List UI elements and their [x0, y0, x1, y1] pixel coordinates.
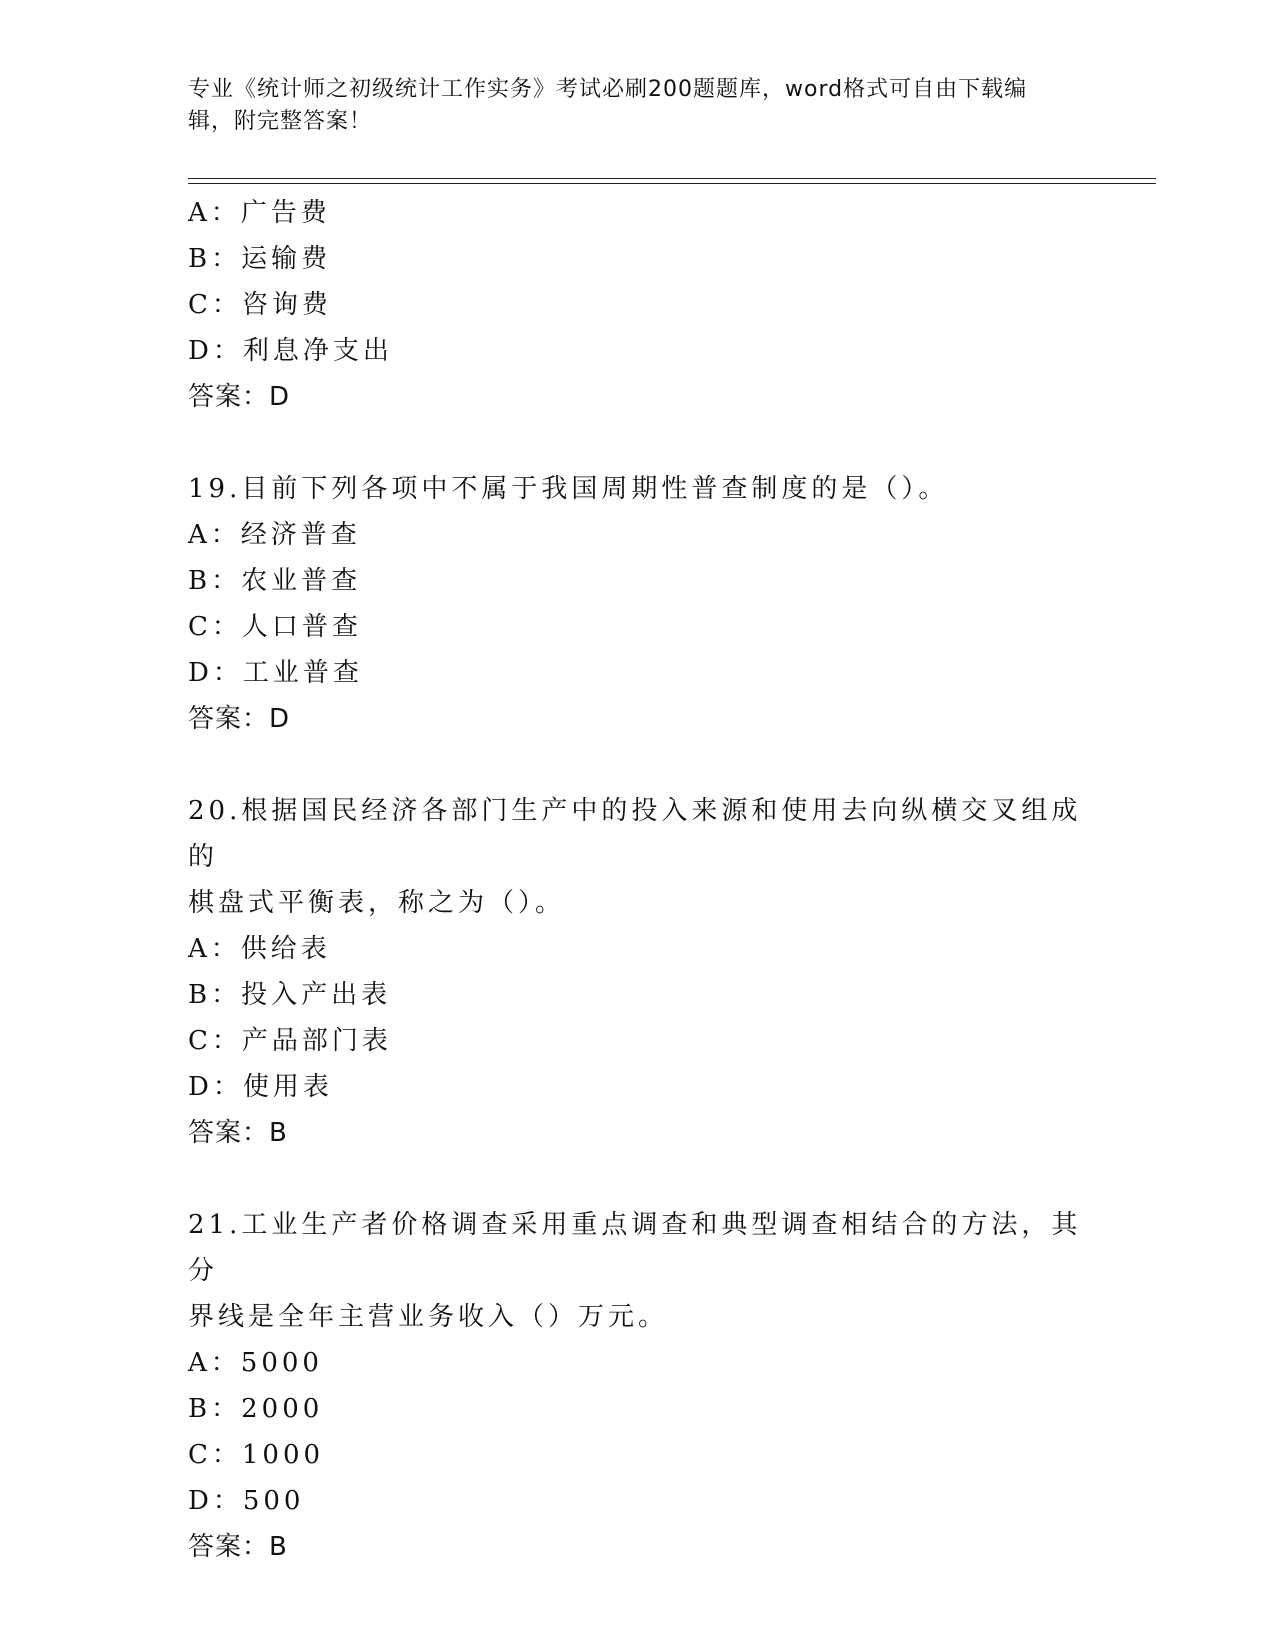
- option-d: D：使用表: [188, 1072, 333, 1102]
- question-stem: 19.目前下列各项中不属于我国周期性普查制度的是（）。: [188, 474, 949, 504]
- option-a: A：经济普查: [188, 520, 361, 550]
- spacer: [188, 420, 1108, 466]
- answer: 答案：B: [188, 1532, 288, 1562]
- option-d: D：利息净支出: [188, 336, 393, 366]
- option-b: B：2000: [188, 1394, 324, 1424]
- option-b: B：投入产出表: [188, 980, 392, 1010]
- question-block-18: [188, 190, 1108, 420]
- option-c: C：咨询费: [188, 290, 332, 320]
- question-block-20: [188, 788, 1108, 1156]
- option-a: A：广告费: [188, 198, 331, 228]
- question-stem-line-1: 21.工业生产者价格调查采用重点调查和典型调查相结合的方法，其分: [188, 1210, 1082, 1286]
- header-divider-top: [188, 178, 1156, 179]
- option-c: C：人口普查: [188, 612, 362, 642]
- header-divider-bottom: [188, 183, 1156, 184]
- question-block-19: [188, 466, 1108, 742]
- option-d: D：500: [188, 1486, 305, 1516]
- spacer: [188, 1156, 1108, 1202]
- question-list: [188, 190, 1108, 1570]
- option-c: C：产品部门表: [188, 1026, 392, 1056]
- option-b: B：运输费: [188, 244, 332, 274]
- answer: 答案：D: [188, 704, 291, 734]
- option-d: D：工业普查: [188, 658, 363, 688]
- option-a: A：供给表: [188, 934, 331, 964]
- option-c: C：1000: [188, 1440, 325, 1470]
- question-stem-line-2: 界线是全年主营业务收入（）万元。: [188, 1302, 669, 1332]
- answer: 答案：D: [188, 382, 291, 412]
- question-stem-line-1: 20.根据国民经济各部门生产中的投入来源和使用去向纵横交叉组成的: [188, 796, 1082, 872]
- question-stem-line-2: 棋盘式平衡表，称之为（）。: [188, 888, 566, 918]
- document-header: 专业《统计师之初级统计工作实务》考试必刷200题题库，word格式可自由下载编辑，附完整答案！: [188, 77, 1028, 134]
- answer: 答案：B: [188, 1118, 288, 1148]
- spacer: [188, 742, 1108, 788]
- option-a: A：5000: [188, 1348, 323, 1378]
- option-b: B：农业普查: [188, 566, 362, 596]
- question-block-21: [188, 1202, 1108, 1570]
